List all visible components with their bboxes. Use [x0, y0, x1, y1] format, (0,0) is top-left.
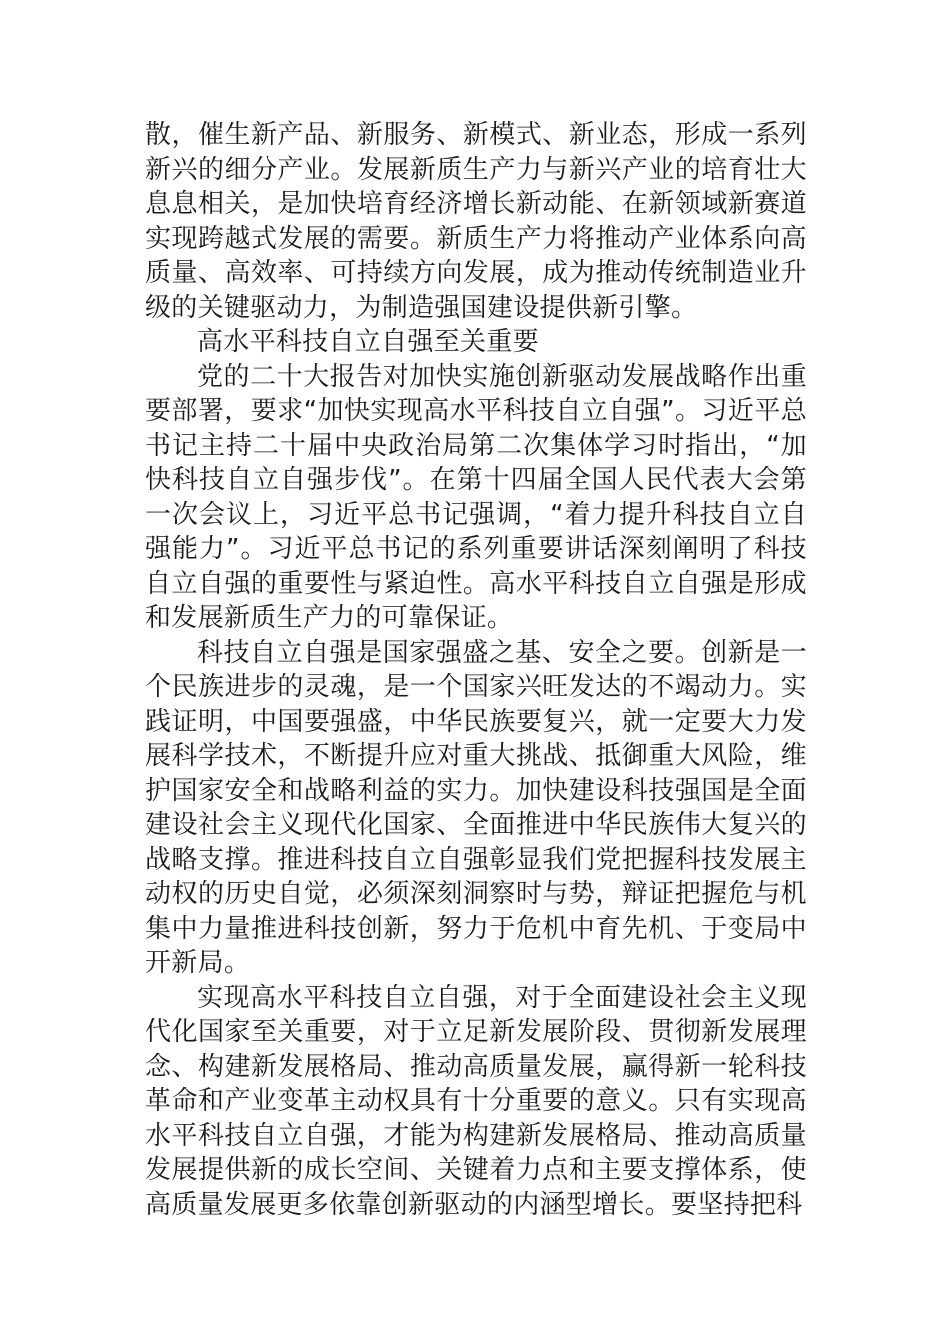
- section-heading: 高水平科技自立自强至关重要: [197, 327, 539, 357]
- paragraph-continuation: 散，催生新产品、新服务、新模式、新业态，形成一系列新兴的细分产业。发展新质生产力与新兴产业的培育壮大息息相关，是加快培育经济增长新动能、在新领域新赛道实现跨越式发展的需要。新质生产力将推动产业体系向高质量、高效率、可持续方向发展，成为推动传统制造业升级的关键驱动力，为制造强国建设提供新引擎。: [145, 120, 807, 323]
- paragraph: 科技自立自强是国家强盛之基、安全之要。创新是一个民族进步的灵魂，是一个国家兴旺发达的不竭动力。实践证明，中国要强盛，中华民族要复兴，就一定要大力发展科学技术，不断提升应对重大挑战、抵御重大风险，维护国家安全和战略利益的实力。加快建设科技强国是全面建设社会主义现代化国家、全面推进中华民族伟大复兴的战略支撑。推进科技自立自强彰显我们党把握科技发展主动权的历史自觉，必须深刻洞察时与势，辩证把握危与机集中力量推进科技创新，努力于危机中育先机、于变局中开新局。: [145, 637, 807, 978]
- document-page: [145, 118, 807, 1222]
- paragraph: 实现高水平科技自立自强，对于全面建设社会主义现代化国家至关重要，对于立足新发展阶段、贯彻新发展理念、构建新发展格局、推动高质量发展，赢得新一轮科技革命和产业变革主动权具有十分重要的意义。只有实现高水平科技自立自强，才能为构建新发展格局、推动高质量发展提供新的成长空间、关键着力点和主要支撑体系，使高质量发展更多依靠创新驱动的内涵型增长。要坚持把科: [145, 982, 807, 1220]
- paragraph: 党的二十大报告对加快实施创新驱动发展战略作出重要部署，要求“加快实现高水平科技自立自强”。习近平总书记主持二十届中央政治局第二次集体学习时指出，“加快科技自立自强步伐”。在第十四届全国人民代表大会第一次会议上，习近平总书记强调，“着力提升科技自立自强能力”。习近平总书记的系列重要讲话深刻阐明了科技自立自强的重要性与紧迫性。高水平科技自立自强是形成和发展新质生产力的可靠保证。: [145, 361, 807, 633]
